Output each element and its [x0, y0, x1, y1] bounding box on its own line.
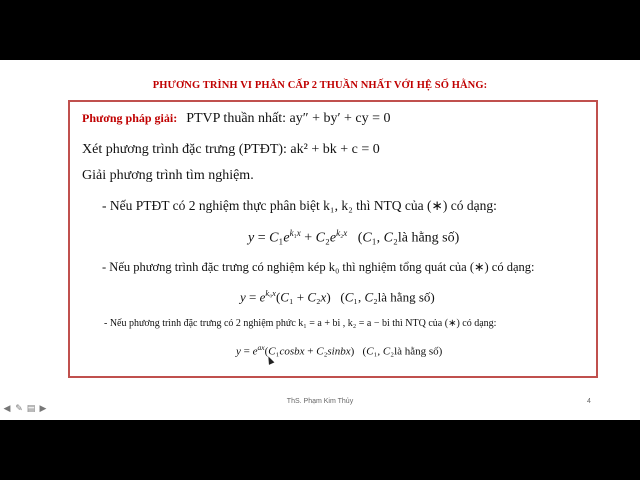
solve-instruction: Giải phương trình tìm nghiệm. [82, 168, 254, 183]
method-label: Phương pháp giải: [82, 111, 178, 125]
case3-formula: $y = e^{ax}(C_1cosbx$ + C₂sinbx) (C₁, C₂là hằng số) [236, 343, 443, 358]
slide-nav [2, 404, 48, 414]
menu-icon[interactable]: ▤ [26, 404, 36, 414]
case1-text: - Nếu PTĐT có 2 nghiệm thực phân biệt k₁, k₂ thì NTQ của (∗) có dạng: [102, 198, 497, 213]
pen-icon[interactable]: ✎ [15, 404, 23, 414]
arrow-right-icon[interactable]: ▶ [39, 404, 47, 414]
characteristic-equation: Xét phương trình đặc trưng (PTĐT): ak² + bk + c = 0 [82, 142, 380, 157]
case1-formula: $y = C_1e^{k_1x} + C_2e^{k_2x}$ (C₁, C₂là hằng số) [248, 228, 460, 246]
slide-title: PHƯƠNG TRÌNH VI PHÂN CẤP 2 THUẦN NHẤT VỚI HỆ SỐ HẰNG: [152, 80, 488, 91]
ptvp-equation: PTVP thuần nhất: ay″ + by′ + cy = 0 [186, 111, 391, 126]
method-line [82, 111, 391, 127]
page-number: 4 [587, 398, 591, 405]
arrow-left-icon[interactable]: ◀ [3, 404, 11, 414]
case3-text: - Nếu phương trình đặc trưng có 2 nghiệm phức k₁ = a + bi , k₂ = a − bi thì NTQ của (∗) có dạng: [104, 318, 497, 329]
slide [0, 60, 640, 420]
method-box [68, 100, 598, 378]
case2-text: - Nếu phương trình đặc trưng có nghiệm kép k₀ thì nghiệm tổng quát của (∗) có dạng: [102, 260, 535, 274]
case2-formula: $y = e^{k_0x}(C_1 + C_2x)$ (C₁, C₂là hằng số) [240, 288, 435, 305]
footer-author: ThS. Phạm Kim Thủy [286, 398, 354, 405]
